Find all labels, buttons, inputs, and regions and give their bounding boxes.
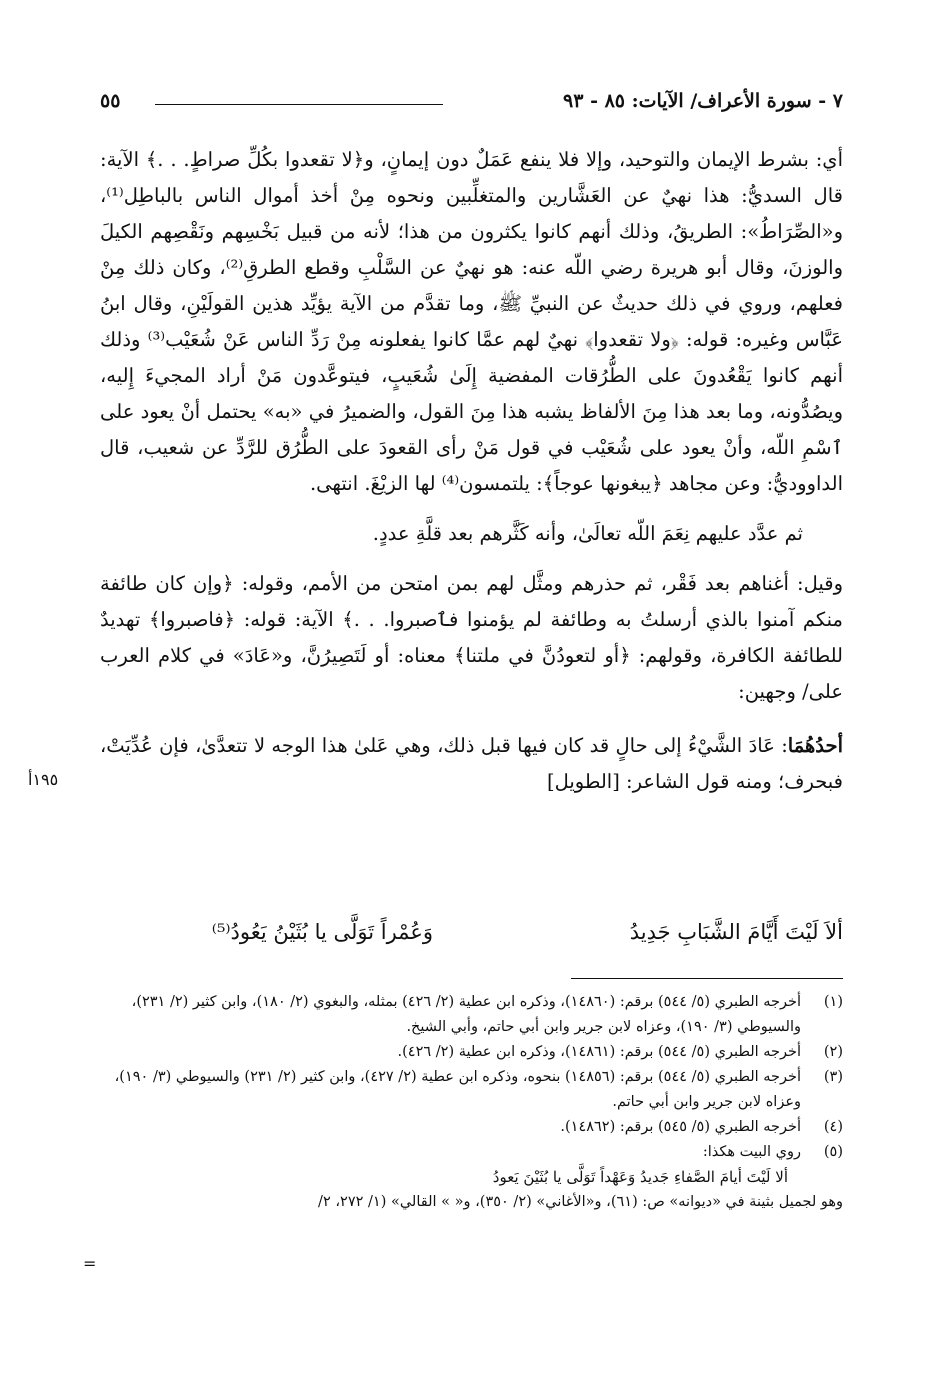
running-header <box>100 90 843 120</box>
poetry-verse <box>100 912 843 954</box>
page-number: ٥٥ <box>100 90 121 112</box>
footnote-separator <box>571 978 843 979</box>
verse-hemistich-1: ألاَ لَيْتَ أَيَّامَ الشَّبَابِ جَدِيدُ <box>629 920 843 944</box>
continuation-mark: = <box>83 1254 97 1273</box>
paragraph: وقيل: أغناهم بعد فَقْر، ثم حذرهم ومثَّل لهم بمن امتحن من الأمم، وقوله: ﴿وإن كان طائفة منكم آمنوا بالذي أرسلتُ به وطائفة لم يؤمنوا فٱصبروا. . .﴾ الآية: قوله: ﴿فاصبروا﴾ تهديدٌ للطائفة الكافرة، وقولهم: ﴿أو لتعودُنَّ في ملتنا﴾ معناه: أو لَتَصِيرُنَّ، و«عَادَ» في كلام العرب على/ وجهين: <box>100 572 843 703</box>
lead-word: أحدُهُمَا <box>787 734 843 757</box>
footnote <box>100 1065 843 1115</box>
footnote-text: أخرجه الطبري (٥/ ٥٤٥) برقم: (١٤٨٦٢). <box>560 1119 801 1135</box>
main-text <box>100 142 843 800</box>
footnotes <box>100 990 843 1215</box>
footnote <box>100 1040 843 1065</box>
verse-hemistich-2: وَعُمْراً تَوَلَّى يا بُثَيْنُ يَعُودُ⁽⁵⁾ <box>211 920 433 944</box>
margin-note: ١٩٥أ <box>28 770 59 789</box>
footnote-number: (٥) <box>823 1144 843 1160</box>
footnote-text: أخرجه الطبري (٥/ ٥٤٤) برقم: (١٤٨٦٠)، وذكره ابن عطية (٢/ ٤٢٦) بمثله، والبغوي (٢/ ١٨٠)، وابن كثير (٢/ ٢٣١)، والسيوطي (٣/ ١٩٠)، وعزاه لابن جرير وابن أبي حاتم، وأبي الشيخ. <box>131 994 801 1035</box>
footnote-number: (١) <box>823 994 843 1010</box>
footnote <box>100 990 843 1040</box>
footnote-number: (٢) <box>823 1044 843 1060</box>
footnote <box>100 1115 843 1140</box>
footnote-number: (٤) <box>823 1119 843 1135</box>
footnote-text: أخرجه الطبري (٥/ ٥٤٤) برقم: (١٤٨٥٦) بنحوه، وذكره ابن عطية (٢/ ٤٢٧)، وابن كثير (٢/ ٢٣١) والسيوطي (٣/ ١٩٠)، وعزاه لابن جرير وابن أبي حاتم. <box>114 1069 801 1110</box>
paragraph: أي: بشرط الإيمان والتوحيد، وإلا فلا ينفع عَمَلٌ دون إيمانٍ، و﴿لا تقعدوا بكُلِّ صراطٍ. . .﴾ الآية: قال السديُّ: هذا نهيٌ عن العَشَّارين والمتغلِّبين ونحوه مِنْ أخذ أموال الناس بالباطِل⁽¹⁾، و«الصِّرَاطُ»: الطريقُ، وذلك أنهم كانوا يكثرون من هذا؛ لأنه من قبيل بَخْسِهم ونَقْصِهم الكيلَ والوزنَ، وقال أبو هريرة رضي اللّه عنه: هو نهيٌ عن السَّلْبِ وقطع الطرقِ⁽²⁾، وكان ذلك مِنْ فعلهم، وروي في ذلك حديثٌ عن النبيِّ ﷺ، وما تقدَّم من الآية يؤيِّد هذين القولَيْنِ، وقال ابنُ عَبَّاس وغيره: قوله: ﴿ولا تقعدوا﴾ نهيٌ لهم عمَّا كانوا يفعلونه مِنْ رَدِّ الناس عَنْ شُعَيْب⁽³⁾ وذلك أنهم كانوا يَقْعُدونَ على الطُّرُقات المفضية إِلَىٰ شُعَيبٍ، فيتوعَّدون مَنْ أراد المجيءَ إِليه، ويصُدُّونه، وما بعد هذا مِنَ الألفاظ يشبه هذا مِنَ القول، والضميرُ في «به» يحتمل أنْ يعود على ٱسْمِ اللّه، وأنْ يعود على شُعَيْب في قول مَنْ رأى القعودَ على الطُّرُق للرَّدِّ عن شعيب، قال الداووديُّ: وعن مجاهد ﴿يبغونها عوجاً﴾: يلتمسون⁽⁴⁾ لها الزيْغَ. انتهى. <box>100 148 843 495</box>
footnote-source: وهو لجميل بثينة في «ديوانه» ص: (٦١)، و«الأغاني» (٢/ ٣٥٠)، و« » القالي» (١/ ٢٧٢، ٢/ <box>318 1194 843 1210</box>
lead-text: : عَادَ الشَّيْءُ إلى حالٍ قد كان فيها قبل ذلك، وهي عَلىٰ هذا الوجه لا تتعدَّىٰ، فإن عُدِّيَتْ، فبحرف؛ ومنه قول الشاعر: [الطويل] <box>100 734 843 793</box>
footnote-text: روي البيت هكذا: <box>702 1144 801 1160</box>
footnote <box>100 1140 843 1165</box>
footnote-text: أخرجه الطبري (٥/ ٥٤٤) برقم: (١٤٨٦١)، وذكره ابن عطية (٢/ ٤٢٦). <box>397 1044 801 1060</box>
footnote-number: (٣) <box>823 1069 843 1085</box>
footnote-verse: ألا لَيْتَ أيامَ الصَّفاءِ جَديدُ وَعَهْداً تَوَلَّى يا بُثَيْنَ يَعودُ <box>492 1168 788 1186</box>
paragraph-lead <box>100 728 843 800</box>
running-title: ٧ - سورة الأعراف/ الآيات: ٨٥ - ٩٣ <box>563 90 843 112</box>
header-rule <box>155 104 443 105</box>
paragraph: ثم عدَّد عليهم نِعَمَ اللّه تعالَىٰ، وأنه كَثَّرهم بعد قلَّةِ عددٍ. <box>372 522 803 545</box>
